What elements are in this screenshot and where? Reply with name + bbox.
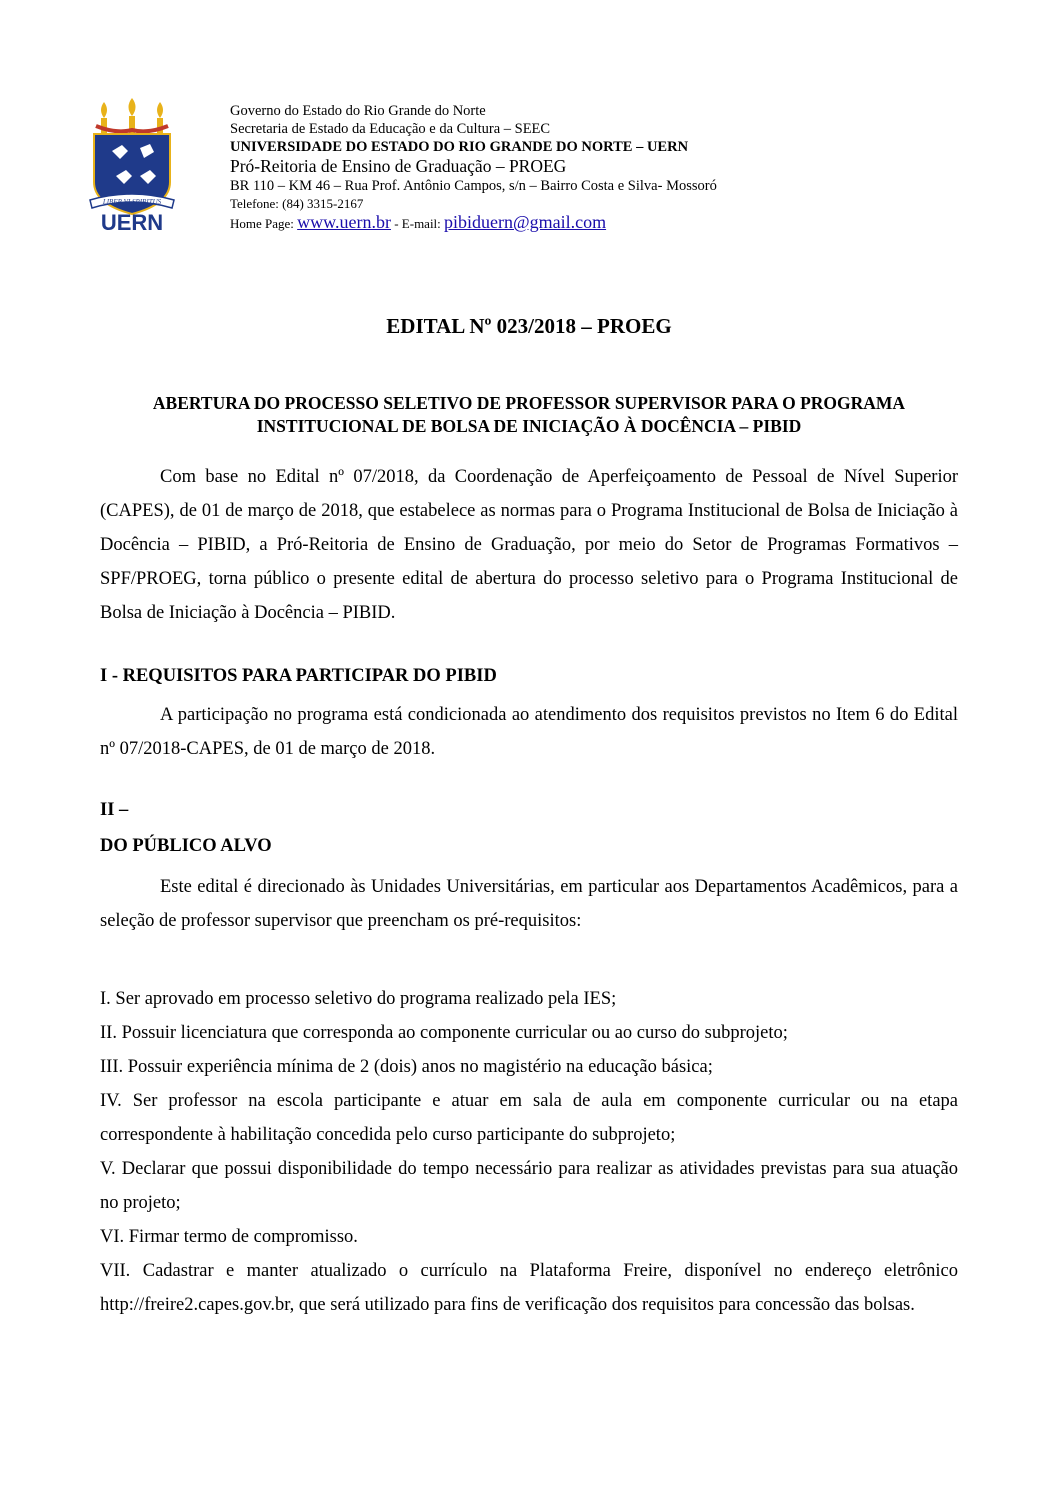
requirements-list (100, 982, 958, 1322)
email-link[interactable]: pibiduern@gmail.com (444, 212, 607, 232)
intro-paragraph: Com base no Edital nº 07/2018, da Coordenação de Aperfeiçoamento de Pessoal de Nível Superior (CAPES), de 01 de março de 2018, que estabelece as normas para o Programa Institucional de Bolsa de Iniciação à Docência – PIBID, a Pró-Reitoria de Ensino de Graduação, por meio do Setor de Programas Formativos – SPF/PROEG, torna público o presente edital de abertura do processo seletivo para o Programa Institucional de Bolsa de Iniciação à Docência – PIBID. (100, 467, 958, 623)
list-item: V. Declarar que possui disponibilidade do tempo necessário para realizar as atividades previstas para sua atuação no projeto; (100, 1159, 958, 1213)
section-1-heading: I - REQUISITOS PARA PARTICIPAR DO PIBID (100, 666, 497, 686)
document-subtitle: ABERTURA DO PROCESSO SELETIVO DE PROFESSOR SUPERVISOR PARA O PROGRAMA INSTITUCIONAL DE BOLSA DE INICIAÇÃO À DOCÊNCIA – PIBID (152, 393, 906, 436)
header-line-address: BR 110 – KM 46 – Rua Prof. Antônio Campos, s/n – Bairro Costa e Silva- Mossoró (230, 178, 717, 194)
svg-text:LIBER VI SPIRITUS: LIBER VI SPIRITUS (102, 198, 162, 206)
list-item: IV. Ser professor na escola participante e atuar em sala de aula em componente curricular ou na etapa correspondente à habilitação concedida pelo curso participante do subprojeto; (100, 1091, 958, 1145)
email-label: - E-mail: (394, 216, 441, 231)
header-line-university: UNIVERSIDADE DO ESTADO DO RIO GRANDE DO NORTE – UERN (230, 139, 689, 155)
list-item: I. Ser aprovado em processo seletivo do programa realizado pela IES; (100, 989, 617, 1009)
section-2-number: II – (100, 800, 129, 820)
list-item: III. Possuir experiência mínima de 2 (dois) anos no magistério na educação básica; (100, 1057, 713, 1077)
header-line-secretaria: Secretaria de Estado da Educação e da Cultura – SEEC (230, 121, 551, 137)
homepage-link[interactable]: www.uern.br (297, 212, 391, 232)
header-line-government: Governo do Estado do Rio Grande do Norte (230, 103, 486, 119)
section-2-heading: DO PÚBLICO ALVO (100, 836, 272, 856)
header-line-contact (230, 213, 990, 233)
header-line-phone: Telefone: (84) 3315-2167 (230, 196, 364, 211)
section-1-paragraph: A participação no programa está condicionada ao atendimento dos requisitos previstos no Item 6 do Edital nº 07/2018-CAPES, de 01 de março de 2018. (100, 705, 958, 759)
list-item: II. Possuir licenciatura que corresponda ao componente curricular ou ao curso do subprojeto; (100, 1023, 788, 1043)
document-title: EDITAL Nº 023/2018 – PROEG (386, 314, 672, 338)
list-item: VI. Firmar termo de compromisso. (100, 1227, 358, 1247)
section-2-paragraph: Este edital é direcionado às Unidades Universitárias, em particular aos Departamentos Acadêmicos, para a seleção de professor supervisor que preencham os pré-requisitos: (100, 877, 958, 931)
uern-logo (82, 96, 182, 236)
homepage-label: Home Page: (230, 216, 294, 231)
svg-text:UERN: UERN (100, 210, 164, 235)
institution-header (230, 102, 990, 233)
header-line-proeg: Pró-Reitoria de Ensino de Graduação – PROEG (230, 156, 567, 176)
list-item: VII. Cadastrar e manter atualizado o currículo na Plataforma Freire, disponível no endereço eletrônico http://freire2.capes.gov.br, que será utilizado para fins de verificação dos requisitos para concessão das bolsas. (100, 1261, 958, 1315)
